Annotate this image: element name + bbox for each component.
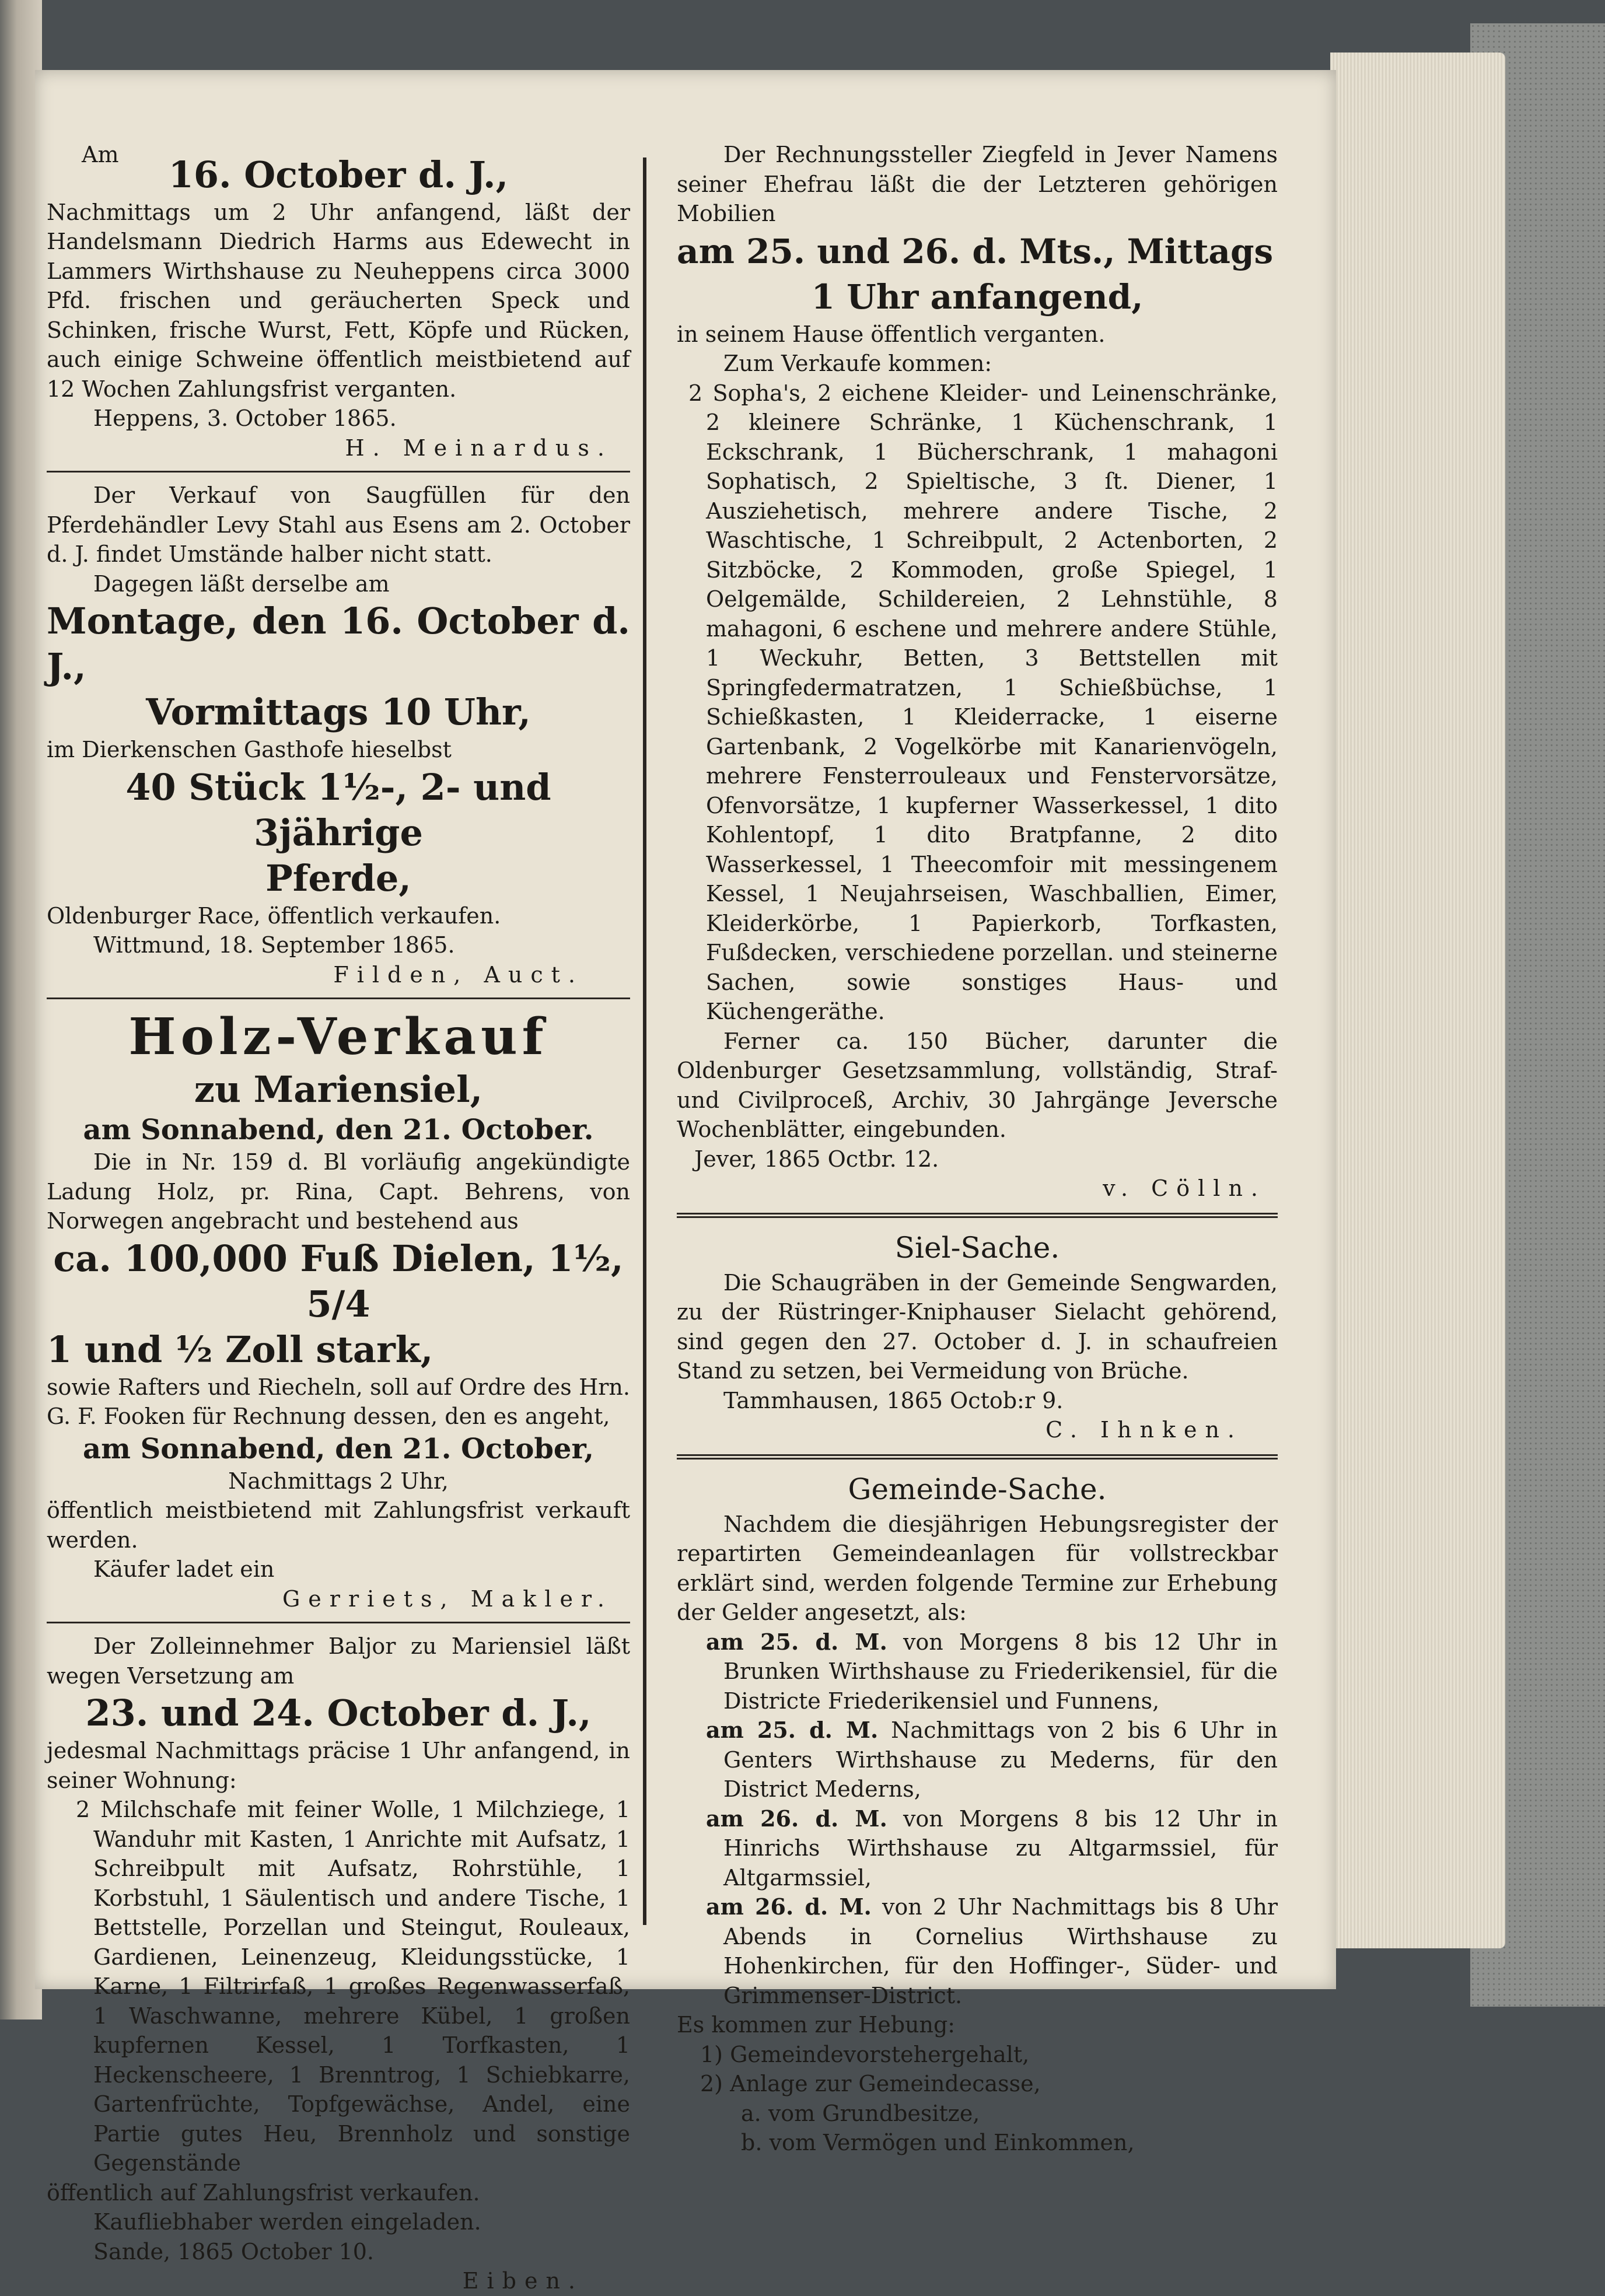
ad-title: Gemeinde-Sache. bbox=[848, 1472, 1107, 1506]
ad-body: jedesmal Nachmittags präcise 1 Uhr anfangend, in seiner Wohnung: bbox=[47, 1738, 630, 1793]
ad-place: Tammhausen, 1865 Octob:r 9. bbox=[723, 1387, 1064, 1413]
term-text: Nachmittags von 2 bis 6 Uhr in Genters Wirthshause zu Mederns, für den District Mederns, bbox=[723, 1717, 1278, 1802]
ad-time: 1 Uhr anfangend, bbox=[811, 276, 1144, 317]
collection-term bbox=[677, 1716, 1278, 1804]
collection-term bbox=[677, 1892, 1278, 2010]
ad-siel-notice bbox=[677, 1227, 1278, 1445]
ad-body: Die Schaugräben in der Gemeinde Sengwarden, zu der Rüstringer-Kniphauser Sielacht gehörend, sind gegen den 27. October d. J. in schaufreien Stand zu setzen, bei Vermeidung von Brüche. bbox=[677, 1269, 1278, 1384]
list-item: 2) Anlage zur Gemeindecasse, bbox=[700, 2071, 1041, 2096]
term-text: von Morgens 8 bis 12 Uhr in Hinrichs Wirthshause zu Altgarmssiel, für Altgarmssiel, bbox=[723, 1805, 1278, 1891]
ad-body: Nachmittags um 2 Uhr anfangend, läßt der Handelsmann Diedrich Harms aus Edewecht in Lammers Wirthshause zu Neuheppens circa 3000 Pfd. frischen und geräucherten Speck und Schinken, frische Wurst, Fett, Köpfe und Rücken, auch einige Schweine öffentlich meistbietend auf 12 Wochen Zahlungsfrist verganten. bbox=[47, 199, 630, 402]
ad-municipal-notice bbox=[677, 1469, 1278, 2158]
ad-body: Die in Nr. 159 d. Bl vorläufig angekündigte Ladung Holz, pr. Rina, Capt. Behrens, von Norwegen angebracht und bestehend aus bbox=[47, 1149, 630, 1234]
ad-items: 2 Milchschafe mit feiner Wolle, 1 Milchziege, 1 Wanduhr mit Kasten, 1 Anrichte mit Aufsatz, 1 Schreibpult mit Aufsatz, Rohrstühle, 1 Korbstuhl, 1 Säulentisch und andere Tische, 1 Bettstelle, Porzellan und Steingut, Rouleaux, Gardienen, Leinenzeug, Kleidungsstücke, 1 Karne, 1 Filtrirfaß, 1 großes Regenwasserfaß, 1 Waschwanne, mehrere Kübel, 1 großen kupfernen Kessel, 1 Torfkasten, 1 Heckenscheere, 1 Brenntrog, 1 Schiebkarre, Gartenfrüchte, Topfgewächse, Andel, eine Partie gutes Heu, Brennholz und sonstige Gegenstände bbox=[76, 1797, 630, 2176]
ad-goods: ca. 100,000 Fuß Dielen, 1½, 5/4 bbox=[53, 1237, 624, 1325]
ad-intro: Am bbox=[82, 142, 119, 167]
ad-body: sowie Rafters und Riecheln, soll auf Ordre des Hrn. G. F. Fooken für Rechnung dessen, den es angeht, bbox=[47, 1374, 630, 1429]
left-column bbox=[47, 140, 630, 2296]
right-column bbox=[677, 140, 1278, 2158]
term-text: von 2 Uhr Nachmittags bis 8 Uhr Abends in Cornelius Wirthshause zu Hohenkirchen, für den Hoffinger-, Süder- und Grimmenser-District. bbox=[723, 1894, 1278, 2008]
ad-books: Ferner ca. 150 Bücher, darunter die Oldenburger Gesetzsammlung, vollständig, Straf- und Civilproceß, Archiv, 30 Jahrgänge Jeversche Wochenblätter, eingebunden. bbox=[677, 1028, 1278, 1142]
ad-bacon-auction bbox=[47, 140, 630, 463]
column-rule bbox=[643, 158, 646, 1925]
ad-intro: Zum Verkaufe kommen: bbox=[723, 351, 992, 376]
ad-text: Dagegen läßt derselbe am bbox=[93, 570, 390, 597]
ad-goods: 1 und ½ Zoll stark, bbox=[47, 1328, 433, 1371]
ad-timber-sale bbox=[47, 1007, 630, 1614]
ad-signature: Filden, Auct. bbox=[333, 961, 583, 988]
ad-household-auction bbox=[47, 1632, 630, 2296]
ad-place: Jever, 1865 Octbr. 12. bbox=[694, 1146, 939, 1172]
ad-item-horses: Pferde, bbox=[265, 856, 411, 900]
ad-text: Käufer ladet ein bbox=[93, 1556, 275, 1582]
ad-text: Es kommen zur Hebung: bbox=[677, 2012, 956, 2038]
ad-text: Kaufliebhaber werden eingeladen. bbox=[93, 2209, 481, 2235]
ad-body: öffentlich auf Zahlungsfrist verkaufen. bbox=[47, 2179, 480, 2206]
divider bbox=[47, 471, 630, 473]
divider bbox=[47, 998, 630, 999]
divider bbox=[677, 1213, 1278, 1218]
ad-signature: Eiben. bbox=[462, 2268, 583, 2294]
ad-place: Heppens, 3. October 1865. bbox=[93, 405, 397, 431]
ad-signature: v. Cölln. bbox=[1103, 1175, 1266, 1201]
ad-title: Holz-Verkauf bbox=[128, 1007, 548, 1066]
ad-date: Montage, den 16. October d. J., bbox=[47, 600, 630, 688]
ad-body: Der Verkauf von Saugfüllen für den Pferdehändler Levy Stahl aus Esens am 2. October d. J. findet Umstände halber nicht statt. bbox=[47, 482, 630, 567]
list-item: 1) Gemeindevorstehergehalt, bbox=[700, 2041, 1030, 2067]
ad-body: Nachdem die diesjährigen Hebungsregister der repartirten Gemeindeanlagen für vollstreckbar erklärt sind, werden folgende Termine zur Erhebung der Gelder angesetzt, als: bbox=[677, 1511, 1278, 1625]
term-date: am 25. d. M. bbox=[706, 1628, 887, 1655]
ad-date: 16. October d. J., bbox=[168, 153, 509, 196]
ad-time: Vormittags 10 Uhr, bbox=[146, 691, 531, 733]
ad-date: am Sonnabend, den 21. October, bbox=[83, 1432, 594, 1465]
ad-signature: H. Meinardus. bbox=[345, 435, 613, 461]
ad-time: Nachmittags 2 Uhr, bbox=[228, 1468, 449, 1494]
divider bbox=[47, 1622, 630, 1623]
sub-list-item: b. vom Vermögen und Einkommen, bbox=[741, 2130, 1135, 2155]
term-date: am 26. d. M. bbox=[706, 1894, 872, 1920]
ad-signature: Gerriets, Makler. bbox=[282, 1586, 613, 1612]
ad-subtitle: zu Mariensiel, bbox=[194, 1068, 483, 1111]
ad-horse-auction bbox=[47, 481, 630, 989]
ad-items: 2 Sopha's, 2 eichene Kleider- und Leinenschränke, 2 kleinere Schränke, 1 Küchenschrank, 1 Eckschrank, 1 Bücherschrank, 1 mahagoni Sophatisch, 2 Spieltische, 3 ſt. Diener, 1 Ausziehetisch, mehrere andere Tische, 2 Waschtische, 1 Schreibpult, 2 Actenborten, 2 Sitzböcke, 2 Kommoden, große Spiegel, 1 Oelgemälde, Schildereien, 2 Lehnstühle, 8 mahagoni, 6 eschene und mehrere andere Stühle, 1 Weckuhr, Betten, 3 Bettstellen mit Springfedermatratzen, 1 Schießbüchse, 1 Schießkasten, 1 Kleiderracke, 1 eiserne Gartenbank, 2 Vogelkörbe mit Kanarienvögeln, mehrere Fensterrouleaux und Fenstervorsätze, Ofenvorsätze, 1 kupferner Wasserkessel, 1 dito Kohlentopf, 1 dito Bratpfanne, 2 dito Wasserkessel, 1 Theecomfoir mit messingenem Kessel, 1 Neujahrseisen, Waschballien, Eimer, Kleiderkörbe, 1 Papierkorb, Torfkasten, Fußdecken, verschiedene porzellan. und steinerne Sachen, sowie sonstiges Haus- und Küchengeräthe. bbox=[688, 380, 1278, 1024]
ad-date: am 25. und 26. d. Mts., Mittags bbox=[677, 231, 1274, 271]
ad-body: öffentlich meistbietend mit Zahlungsfrist verkauft werden. bbox=[47, 1497, 630, 1553]
collection-term bbox=[677, 1804, 1278, 1893]
term-date: am 25. d. M. bbox=[706, 1717, 879, 1743]
page-edges bbox=[1330, 52, 1505, 1948]
ad-body: Der Zolleinnehmer Baljor zu Mariensiel läßt wegen Versetzung am bbox=[47, 1633, 630, 1689]
ad-date: 23. und 24. October d. J., bbox=[85, 1692, 592, 1734]
ad-race: Oldenburger Race, öffentlich verkaufen. bbox=[47, 902, 501, 929]
divider bbox=[677, 1454, 1278, 1460]
ad-venue: im Dierkenschen Gasthofe hieselbst bbox=[47, 737, 452, 762]
ad-date: am Sonnabend, den 21. October. bbox=[83, 1114, 594, 1146]
collection-term bbox=[677, 1628, 1278, 1716]
ad-place: Wittmund, 18. September 1865. bbox=[93, 932, 455, 958]
ad-signature: C. Ihnken. bbox=[1045, 1417, 1243, 1443]
ad-venue: in seinem Hause öffentlich verganten. bbox=[677, 321, 1106, 347]
ad-body: Der Rechnungssteller Ziegfeld in Jever Namens seiner Ehefrau läßt die der Letzteren gehörigen Mobilien bbox=[677, 142, 1278, 226]
ad-item: 40 Stück 1½-, 2- und 3jährige bbox=[125, 765, 551, 854]
ad-place: Sande, 1865 October 10. bbox=[93, 2238, 374, 2264]
ad-furniture-auction bbox=[677, 140, 1278, 1203]
term-date: am 26. d. M. bbox=[706, 1805, 887, 1832]
newspaper-page bbox=[35, 70, 1336, 2294]
sub-list-item: a. vom Grundbesitze, bbox=[741, 2100, 980, 2126]
term-text: von Morgens 8 bis 12 Uhr in Brunken Wirthshause zu Friederikensiel, für die Districte Friederikensiel und Funnens, bbox=[723, 1629, 1278, 1714]
ad-title: Siel-Sache. bbox=[894, 1230, 1060, 1265]
